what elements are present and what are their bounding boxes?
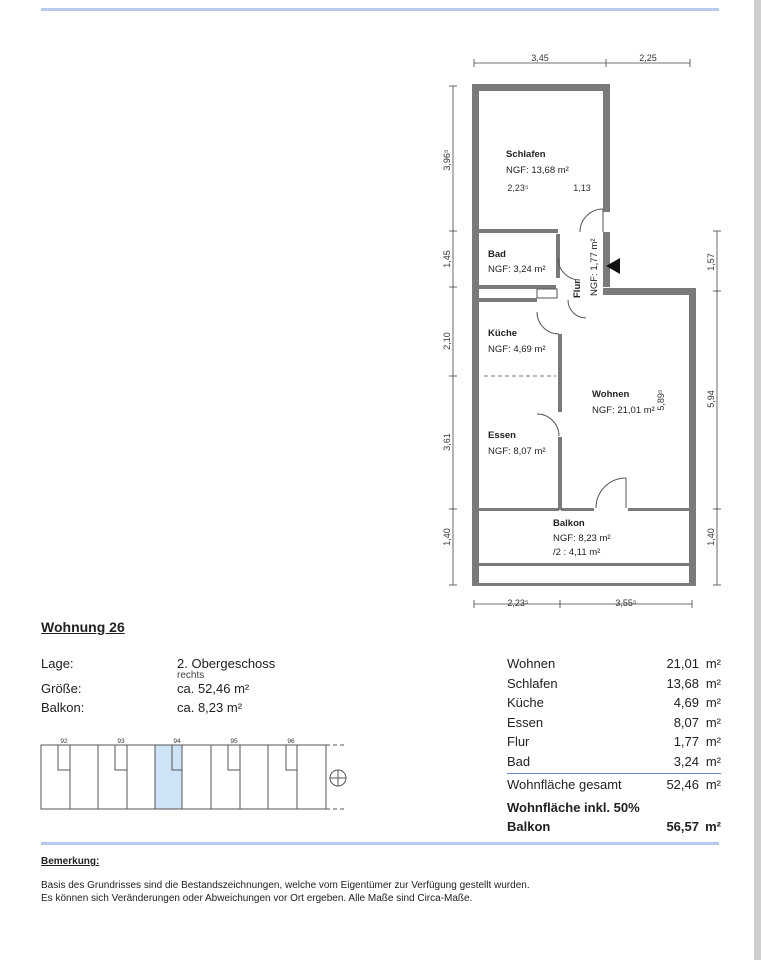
- area-total-unit: m²: [705, 777, 721, 792]
- key-plan-number: 96: [287, 738, 295, 745]
- area-unit: m²: [705, 714, 721, 730]
- dim-left-2: 1,45: [442, 250, 452, 268]
- info-lage-label: Lage:: [41, 656, 74, 671]
- area-incl-row-2: [507, 819, 721, 839]
- dim-right-2: 5,94: [706, 390, 716, 408]
- room-labels: [488, 149, 655, 558]
- area-unit: m²: [705, 753, 721, 769]
- area-row: [507, 676, 721, 696]
- room-essen-name: Essen: [488, 430, 516, 441]
- dim-left-5: 1,40: [442, 528, 452, 546]
- area-incl-row: [507, 800, 721, 820]
- area-name: Flur: [507, 734, 530, 749]
- room-balkon-ngf: NGF: 8,23 m²: [553, 533, 611, 544]
- area-total-row: [507, 777, 721, 797]
- remark-line-1: Basis des Grundrisses sind die Bestandszeichnungen, welche vom Eigentümer zur Verfügung gestellt wurden.: [41, 880, 530, 891]
- radiator: [537, 289, 557, 298]
- dim-top-1: 3,45: [531, 53, 549, 63]
- area-total-name: Wohnfläche gesamt: [507, 777, 622, 792]
- room-balkon-half: /2 : 4,11 m²: [553, 547, 601, 558]
- dim-left-3: 2,10: [442, 332, 452, 350]
- area-incl-label-1: Wohnfläche inkl. 50%: [507, 799, 640, 815]
- area-row: [507, 715, 721, 735]
- area-unit: m²: [705, 656, 721, 671]
- area-name: Wohnen: [507, 656, 556, 671]
- room-essen-ngf: NGF: 8,07 m²: [488, 446, 546, 457]
- room-balkon-name: Balkon: [553, 518, 585, 529]
- area-unit: m²: [705, 734, 721, 749]
- key-plan-number: 94: [173, 738, 181, 745]
- area-incl-label-2: Balkon: [507, 819, 551, 834]
- area-row: [507, 695, 721, 715]
- area-name: Schlafen: [507, 675, 558, 691]
- area-value: 8,07: [673, 714, 699, 730]
- dim-bottom-1: 2,23⁵: [507, 598, 529, 608]
- area-name: Küche: [507, 695, 544, 710]
- info-balkon-label: Balkon:: [41, 700, 85, 715]
- area-table: [507, 656, 721, 839]
- key-plan-highlight: [155, 745, 182, 809]
- area-name: Essen: [507, 714, 544, 730]
- info-balkon-value: ca. 8,23 m²: [177, 700, 243, 715]
- dim-right-3: 1,40: [706, 528, 716, 546]
- dim-right-1: 1,57: [706, 253, 716, 271]
- info-lage-sub: rechts: [177, 670, 205, 681]
- door-swings: [537, 209, 626, 508]
- info-groesse-value: ca. 52,46 m²: [177, 681, 250, 696]
- room-flur-ngf: NGF: 1,77 m²: [589, 238, 600, 296]
- remark-heading: Bemerkung:: [41, 856, 100, 867]
- dim-left-1: 3,96⁵: [442, 149, 452, 171]
- room-bad-ngf: NGF: 3,24 m²: [488, 264, 546, 275]
- area-row: [507, 754, 721, 774]
- dim-left-4: 3,61: [442, 433, 452, 451]
- area-value: 21,01: [666, 656, 699, 671]
- area-row: [507, 734, 721, 754]
- area-value: 4,69: [673, 695, 699, 710]
- room-wohnen-name: Wohnen: [592, 389, 630, 400]
- room-flur-name: Flur: [572, 280, 583, 298]
- area-incl-unit: m²: [705, 819, 721, 834]
- key-plan-number: 93: [117, 738, 125, 745]
- footer-rule: [41, 842, 719, 845]
- area-value: 3,24: [673, 753, 699, 769]
- sum-divider: [507, 773, 721, 774]
- area-value: 1,77: [673, 734, 699, 749]
- room-schlafen-name: Schlafen: [506, 149, 546, 160]
- key-plan: [41, 738, 346, 809]
- area-name: Bad: [507, 753, 531, 769]
- apartment-title: Wohnung 26: [41, 619, 125, 635]
- room-wohnen-ngf: NGF: 21,01 m²: [592, 405, 655, 416]
- room-kueche-name: Küche: [488, 328, 518, 339]
- area-incl-value: 56,57: [666, 819, 699, 834]
- room-schlafen-ngf: NGF: 13,68 m²: [506, 165, 569, 176]
- dim-wohnen-h: 5,89⁵: [656, 389, 666, 411]
- remark-line-2: Es können sich Veränderungen oder Abweichungen vor Ort ergeben. Alle Maße sind Circa-Maße.: [41, 893, 473, 904]
- dim-schlafen-1: 2,23⁵: [507, 183, 529, 193]
- key-plan-number: 95: [230, 738, 238, 745]
- area-unit: m²: [705, 695, 721, 710]
- area-unit: m²: [705, 675, 721, 691]
- area-value: 13,68: [666, 675, 699, 691]
- room-kueche-ngf: NGF: 4,69 m²: [488, 344, 546, 355]
- dim-schlafen-2: 1,13: [573, 183, 591, 193]
- area-total-value: 52,46: [666, 777, 699, 792]
- room-bad-name: Bad: [488, 249, 506, 260]
- dim-bottom-2: 3,55⁵: [615, 598, 637, 608]
- dim-top-2: 2,25: [639, 53, 657, 63]
- info-groesse-label: Größe:: [41, 681, 82, 696]
- area-row: [507, 656, 721, 676]
- info-lage-value: 2. Obergeschoss: [177, 656, 276, 671]
- key-plan-number: 92: [60, 738, 68, 745]
